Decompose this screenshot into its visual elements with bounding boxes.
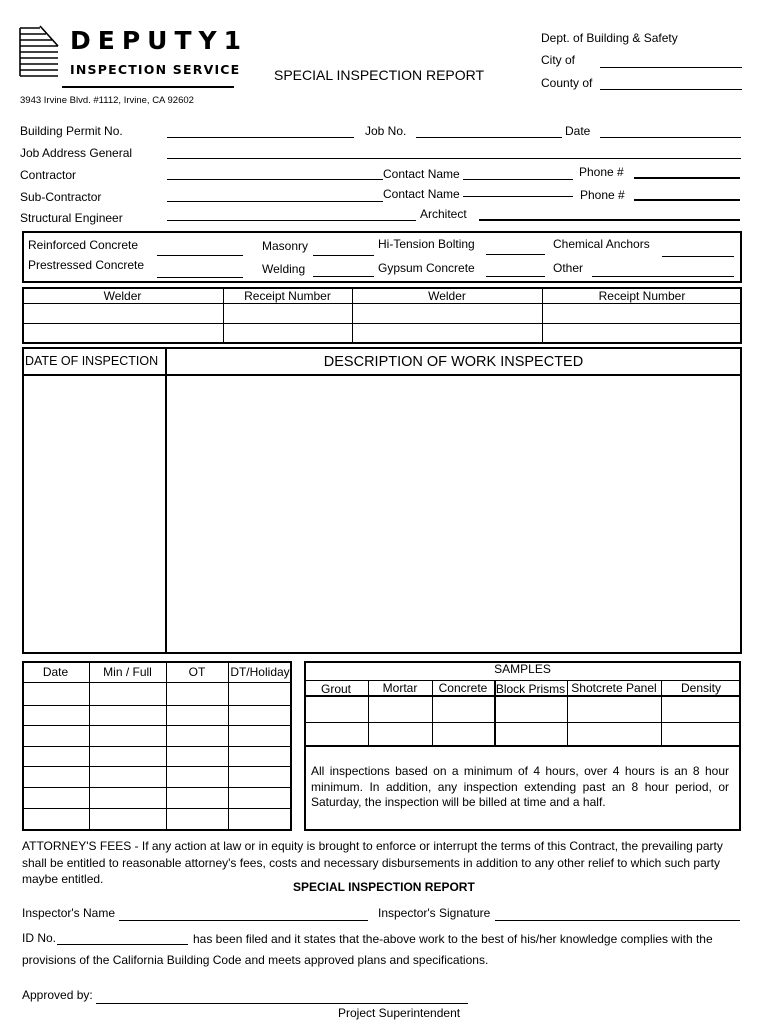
structural-engineer-field[interactable]: [167, 220, 416, 221]
receipt-number-cell[interactable]: [225, 305, 350, 322]
prestressed-concrete-label: Prestressed Concrete: [28, 258, 145, 272]
masonry-field[interactable]: [313, 255, 374, 256]
receipt-number-header-2: Receipt Number: [598, 289, 686, 303]
city-field[interactable]: [600, 67, 742, 68]
inspector-signature-field[interactable]: [495, 920, 740, 921]
id-no-label: ID No.: [22, 931, 57, 945]
job-address-label: Job Address General: [20, 146, 133, 160]
grout-header: Grout: [320, 682, 351, 696]
receipt-number-cell[interactable]: [544, 305, 740, 322]
architect-label: Architect: [420, 207, 467, 221]
contractor-label: Contractor: [20, 168, 77, 182]
masonry-label: Masonry: [262, 239, 309, 253]
contractor-field[interactable]: [167, 179, 383, 180]
structural-engineer-label: Structural Engineer: [20, 211, 123, 225]
job-no-field[interactable]: [416, 137, 562, 138]
receipt-number-cell[interactable]: [544, 325, 740, 342]
date-field[interactable]: [600, 137, 741, 138]
chemical-anchors-field[interactable]: [662, 256, 734, 257]
architect-field[interactable]: [479, 219, 740, 221]
approved-by-field[interactable]: [96, 1003, 468, 1004]
inspector-signature-label: Inspector's Signature: [378, 906, 491, 920]
county-field[interactable]: [600, 89, 742, 90]
compliance-statement-2: provisions of the California Building Code and meets approved plans and specifications.: [22, 953, 489, 967]
date-label: Date: [565, 124, 591, 138]
logo-underline: [62, 86, 234, 88]
job-no-label: Job No.: [365, 124, 407, 138]
contact-name-label: Contact Name: [383, 167, 460, 181]
attorney-fees-text: ATTORNEY'S FEES - If any action at law or in equity is brought to enforce or interrupt the terms of this Contract, the prevailing party shall be entitled to reasonable attorney's fees, costs and necessary disbursements in addition to any other relief to which such party maybe entitled.: [22, 839, 723, 886]
sub-contractor-contact-field[interactable]: [463, 196, 573, 197]
logo-stairs-icon: [18, 24, 60, 80]
welder-cell[interactable]: [24, 305, 221, 322]
min-full-header: Min / Full: [103, 665, 152, 679]
chemical-anchors-label: Chemical Anchors: [553, 237, 650, 251]
welding-label: Welding: [262, 262, 306, 276]
block-prisms-header: Block Prisms: [495, 682, 566, 696]
logo-name: DEPUTY1: [70, 26, 249, 55]
gypsum-concrete-field[interactable]: [486, 276, 545, 277]
sub-contractor-phone-field[interactable]: [634, 199, 740, 201]
company-address: 3943 Irvine Blvd. #1112, Irvine, CA 92602: [20, 95, 194, 106]
description-header: DESCRIPTION OF WORK INSPECTED: [323, 354, 584, 370]
receipt-number-header-1: Receipt Number: [244, 289, 331, 303]
samples-title: SAMPLES: [494, 662, 551, 676]
gypsum-concrete-label: Gypsum Concrete: [378, 261, 475, 275]
time-date-header: Date: [42, 665, 69, 679]
shotcrete-panel-header: Shotcrete Panel: [571, 681, 657, 695]
contractor-phone-field[interactable]: [634, 177, 740, 179]
density-header: Density: [680, 681, 721, 695]
welding-field[interactable]: [313, 276, 374, 277]
dt-holiday-header: DT/Holiday: [230, 665, 290, 679]
receipt-number-cell[interactable]: [225, 325, 350, 342]
job-address-field[interactable]: [167, 158, 741, 159]
contractor-contact-field[interactable]: [463, 179, 573, 180]
work-description-area[interactable]: [168, 377, 740, 651]
welder-cell[interactable]: [354, 325, 540, 342]
hi-tension-bolting-field[interactable]: [486, 254, 545, 255]
ot-header: OT: [188, 665, 206, 679]
other-field[interactable]: [592, 276, 734, 277]
mortar-header: Mortar: [382, 681, 418, 695]
inspection-date-area[interactable]: [24, 377, 163, 651]
reinforced-concrete-label: Reinforced Concrete: [28, 238, 139, 252]
welder-cell[interactable]: [354, 305, 540, 322]
welder-header-1: Welder: [103, 289, 142, 303]
project-superintendent-label: Project Superintendent: [338, 1006, 461, 1020]
sub-contact-name-label: Contact Name: [383, 187, 460, 201]
id-no-field[interactable]: [57, 944, 188, 945]
sub-phone-label: Phone #: [580, 188, 625, 202]
approved-by-label: Approved by:: [22, 988, 93, 1002]
report-title: SPECIAL INSPECTION REPORT: [274, 67, 485, 83]
concrete-header: Concrete: [438, 681, 488, 695]
dept-label: Dept. of Building & Safety: [541, 31, 678, 45]
logo-subtitle: INSPECTION SERVICE: [70, 62, 241, 77]
building-permit-field[interactable]: [167, 137, 354, 138]
reinforced-concrete-field[interactable]: [157, 255, 243, 256]
footer-report-title: SPECIAL INSPECTION REPORT: [293, 880, 475, 894]
building-permit-label: Building Permit No.: [20, 124, 123, 138]
billing-note: All inspections based on a minimum of 4 hours, over 4 hours is an 8 hour minimum. In addition, any inspection extending past an 8 hour period, or Saturday, the inspection will be billed at time and a half.: [311, 764, 729, 809]
phone-label: Phone #: [579, 165, 624, 179]
sub-contractor-field[interactable]: [167, 201, 383, 202]
inspector-name-field[interactable]: [119, 920, 368, 921]
other-label: Other: [553, 261, 584, 275]
date-of-inspection-header: DATE OF INSPECTION: [25, 354, 159, 368]
compliance-statement-1: has been filed and it states that the-above work to the best of his/her knowledge complies with the: [193, 932, 713, 946]
inspector-name-label: Inspector's Name: [22, 906, 115, 920]
welder-cell[interactable]: [24, 325, 221, 342]
prestressed-concrete-field[interactable]: [157, 277, 243, 278]
hi-tension-bolting-label: Hi-Tension Bolting: [378, 237, 475, 251]
city-label: City of: [541, 53, 576, 67]
sub-contractor-label: Sub-Contractor: [20, 190, 102, 204]
county-label: County of: [541, 76, 593, 90]
welder-header-2: Welder: [428, 289, 466, 303]
